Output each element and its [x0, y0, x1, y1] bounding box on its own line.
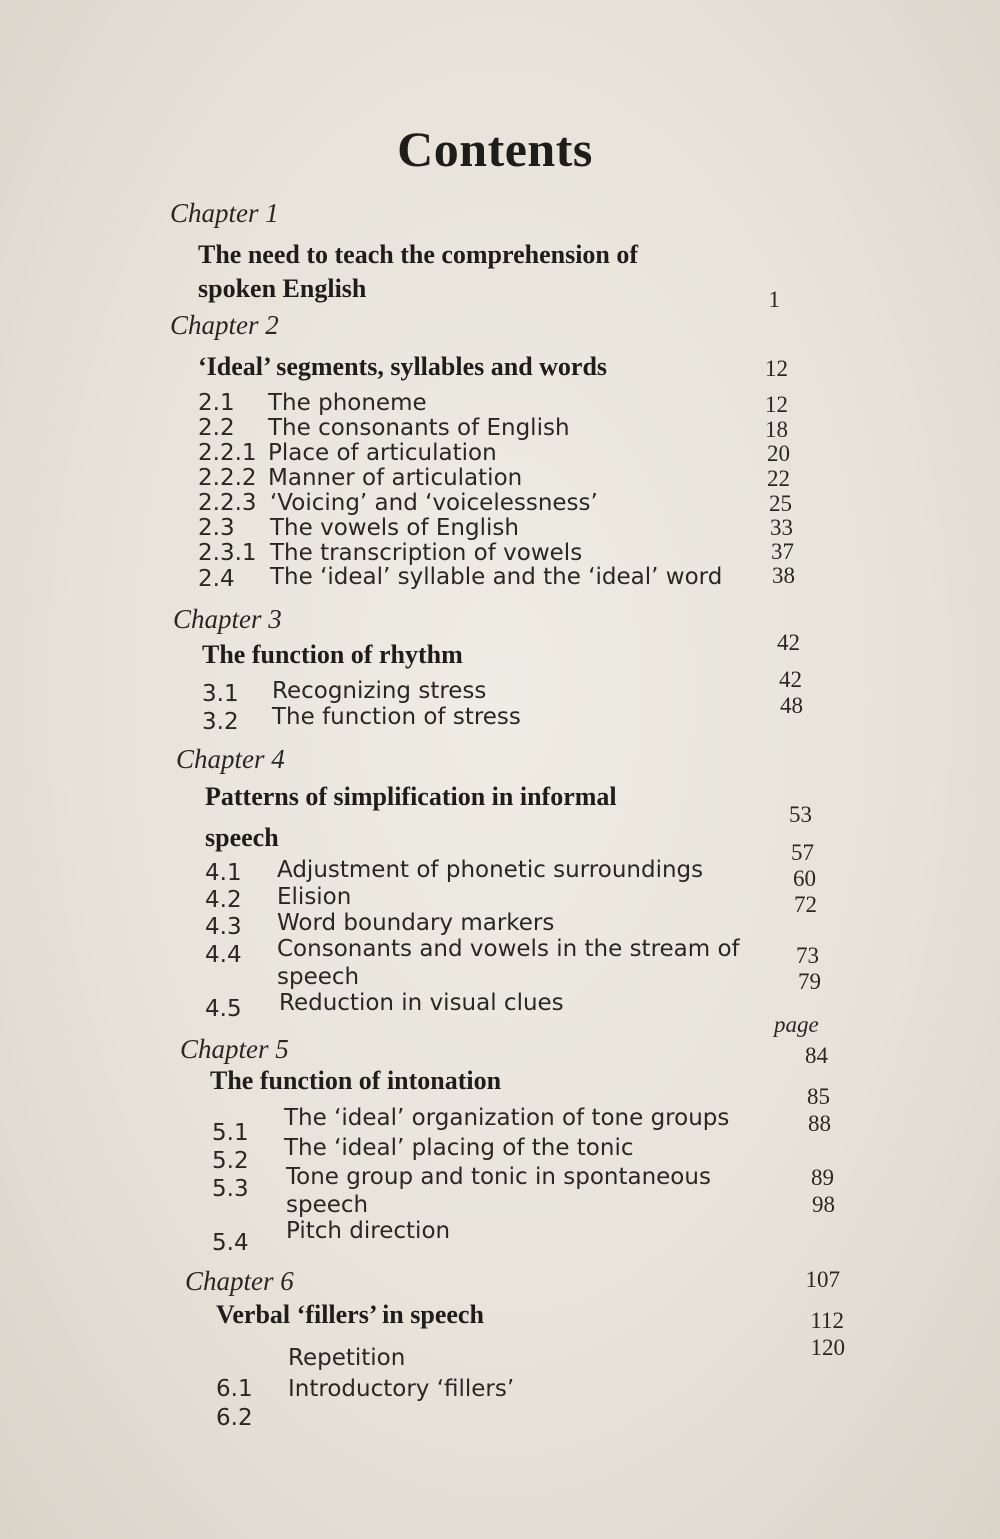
page-number: 53 [789, 802, 812, 827]
chapter-heading: Patterns of simplification in informal speech [205, 782, 617, 852]
page-number: 89 [811, 1165, 834, 1190]
page-number: 120 [810, 1335, 845, 1360]
section-number: 4.5 [205, 996, 242, 1022]
chapter-label: Chapter 6 [185, 1266, 294, 1296]
page-title: Contents [397, 121, 593, 177]
chapter-label: Chapter 1 [170, 198, 279, 228]
section-number: 2.4 [198, 566, 235, 592]
section-title: The vowels of English [270, 515, 519, 541]
section-title: The consonants of English [268, 415, 570, 441]
section-title-continued: speech [286, 1192, 369, 1218]
page-number: 12 [765, 356, 788, 381]
chapter-label: Chapter 5 [180, 1034, 289, 1064]
page-number: 84 [805, 1043, 828, 1068]
section-title: Place of articulation [268, 440, 497, 466]
section-title: The function of stress [272, 704, 521, 730]
chapter-label: Chapter 3 [173, 604, 282, 634]
section-number: 2.2.3 [198, 490, 257, 516]
section-number: 2.3.1 [198, 540, 257, 566]
chapter-label: Chapter 4 [176, 744, 285, 774]
section-title: The transcription of vowels [270, 540, 583, 566]
section-title: The ‘ideal’ syllable and the ‘ideal’ word [270, 564, 723, 590]
page-number: 112 [810, 1308, 844, 1333]
section-number: 6.1 [216, 1376, 253, 1402]
section-title-continued: speech [277, 964, 360, 990]
page-number: 12 [765, 392, 788, 417]
section-title: Word boundary markers [277, 910, 555, 936]
page-number: 57 [791, 840, 814, 865]
page-number: 25 [769, 491, 792, 516]
section-number: 5.1 [212, 1120, 249, 1146]
page-number: 42 [777, 630, 800, 655]
page-number: 107 [805, 1267, 840, 1292]
section-number: 5.4 [212, 1230, 249, 1256]
chapter-heading: The function of rhythm [202, 640, 463, 669]
section-number: 3.1 [202, 681, 239, 707]
chapter-heading: ‘Ideal’ segments, syllables and words [198, 352, 608, 381]
section-number: 4.2 [205, 887, 242, 913]
section-number: 4.4 [205, 942, 242, 968]
page-number: 38 [772, 563, 795, 588]
section-title: The phoneme [268, 390, 427, 416]
chapter-label: Chapter 2 [170, 310, 279, 340]
page-number: 22 [767, 466, 790, 491]
section-title: Adjustment of phonetic surroundings [277, 857, 704, 883]
page-number: 33 [770, 515, 793, 540]
section-number: 5.3 [212, 1176, 249, 1202]
section-title: Pitch direction [286, 1218, 451, 1244]
page-number: 88 [808, 1111, 831, 1136]
section-title: The ‘ideal’ organization of tone groups [284, 1105, 730, 1131]
section-number: 5.2 [212, 1148, 249, 1174]
section-title: Tone group and tonic in spontaneous [286, 1164, 711, 1190]
page-number: 60 [793, 866, 816, 891]
page-number: 98 [812, 1192, 835, 1217]
section-number: 2.2.1 [198, 440, 257, 466]
section-title: The ‘ideal’ placing of the tonic [284, 1135, 634, 1161]
section-title: Reduction in visual clues [279, 990, 564, 1016]
page-number: 85 [807, 1084, 830, 1109]
section-title: Repetition [288, 1345, 406, 1371]
page-column-label: page [774, 1012, 819, 1037]
section-number: 6.2 [216, 1405, 253, 1431]
page-number: 18 [765, 417, 788, 442]
section-number: 4.1 [205, 860, 242, 886]
section-number: 4.3 [205, 914, 242, 940]
section-title: Consonants and vowels in the stream of [277, 936, 740, 962]
section-number: 3.2 [202, 709, 239, 735]
section-title: Elision [277, 884, 352, 910]
section-number: 2.2.2 [198, 465, 257, 491]
section-number: 2.1 [198, 390, 235, 416]
page-number: 42 [779, 667, 802, 692]
page-number: 48 [780, 693, 803, 718]
chapter-heading: Verbal ‘fillers’ in speech [216, 1300, 484, 1329]
section-title: ‘Voicing’ and ‘voicelessness’ [270, 490, 598, 516]
section-number: 2.3 [198, 515, 235, 541]
chapter-heading: The need to teach the comprehension of spoken English [198, 240, 639, 303]
page-number: 20 [767, 441, 790, 466]
page-number: 37 [771, 539, 794, 564]
page-number: 73 [796, 943, 819, 968]
section-title: Manner of articulation [268, 465, 523, 491]
page-number: 72 [794, 892, 817, 917]
section-number: 2.2 [198, 415, 235, 441]
chapter-heading: The function of intonation [210, 1066, 502, 1095]
page-number: 1 [768, 287, 780, 312]
section-title: Introductory ‘fillers’ [288, 1376, 515, 1402]
page-number: 79 [798, 969, 821, 994]
section-title: Recognizing stress [272, 678, 487, 704]
